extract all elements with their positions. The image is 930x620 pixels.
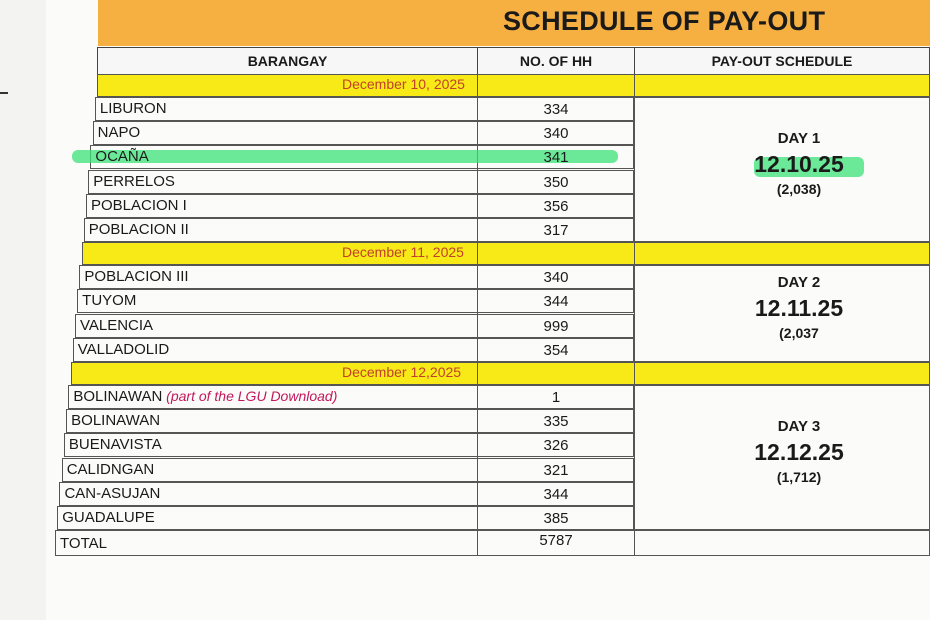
day-date — [654, 439, 930, 466]
household-count: 340 — [543, 125, 569, 143]
barangay-name — [95, 148, 148, 165]
total-label: TOTAL — [60, 535, 107, 553]
day-label: DAY 2 — [777, 273, 821, 291]
date-band — [97, 74, 930, 97]
household-count: 354 — [543, 341, 569, 359]
barangay-label: CALIDNGAN — [66, 460, 155, 478]
household-count: 1 — [551, 389, 561, 406]
day-total: (2,038) — [776, 180, 822, 197]
barangay-label: CAN-ASUJAN — [64, 484, 161, 502]
band-divider — [477, 74, 478, 97]
barangay-name — [89, 221, 189, 238]
barangay-name — [78, 341, 169, 358]
barangay-label: VALLADOLID — [77, 340, 170, 358]
day-date — [654, 151, 930, 178]
barangay-name — [80, 317, 153, 334]
household-count: 317 — [543, 222, 569, 239]
band-divider — [634, 74, 635, 97]
barangay-name — [71, 412, 160, 429]
barangay-name — [82, 292, 136, 309]
band-divider — [477, 362, 478, 385]
day-date-text: 12.10.25 — [754, 150, 844, 177]
day-label: DAY 1 — [777, 129, 821, 147]
household-count: 350 — [543, 173, 569, 191]
barangay-label: POBLACION II — [88, 221, 189, 238]
household-count: 335 — [543, 413, 569, 431]
band-divider — [634, 242, 635, 265]
day-total: (1,712) — [776, 468, 822, 485]
barangay-name — [91, 197, 187, 214]
date-band-label: December 11, 2025 — [342, 244, 464, 261]
day-date — [654, 295, 930, 322]
barangay-label: BOLINAWAN — [73, 388, 163, 405]
barangay-label: VALENCIA — [79, 316, 154, 334]
household-count: 344 — [543, 485, 569, 503]
day-schedule — [654, 274, 930, 341]
band-divider — [477, 242, 478, 265]
household-count: 334 — [543, 101, 569, 118]
header-hh: NO. OF HH — [477, 47, 635, 75]
household-count: 356 — [543, 197, 569, 215]
barangay-name — [64, 485, 160, 502]
date-band-label: December 10, 2025 — [342, 76, 465, 92]
barangay-name — [67, 461, 155, 478]
header-schedule: PAY-OUT SCHEDULE — [634, 47, 930, 75]
row-note: (part of the LGU Download) — [162, 388, 338, 404]
barangay-label: POBLACION III — [84, 268, 189, 286]
day-schedule — [654, 418, 930, 485]
barangay-name — [93, 173, 175, 190]
barangay-label: TUYOM — [82, 292, 137, 310]
barangay-label: OCAÑA — [95, 148, 149, 166]
barangay-label: LIBURON — [99, 100, 167, 117]
barangay-label: GUADALUPE — [62, 509, 155, 526]
barangay-label: BOLINAWAN — [71, 412, 161, 430]
household-count: 999 — [543, 317, 569, 335]
header-barangay: BARANGAY — [97, 47, 478, 75]
date-band-label: December 12,2025 — [342, 364, 462, 380]
barangay-name — [69, 436, 162, 453]
day-schedule — [654, 130, 930, 197]
barangay-name — [62, 509, 155, 526]
date-band — [82, 242, 930, 265]
household-count: 344 — [543, 293, 569, 311]
barangay-name — [84, 268, 188, 285]
barangay-name — [73, 388, 337, 405]
date-band — [71, 362, 930, 385]
barangay-name — [98, 124, 141, 141]
household-count: 326 — [543, 437, 569, 455]
household-count: 340 — [543, 269, 569, 287]
household-count: 321 — [543, 461, 569, 479]
household-count: 385 — [543, 510, 569, 527]
total-value: 5787 — [539, 532, 573, 550]
day-date-text: 12.11.25 — [754, 294, 844, 321]
barangay-label: PERRELOS — [93, 172, 175, 190]
day-total: (2,037 — [779, 324, 819, 341]
day-date-text: 12.12.25 — [754, 438, 844, 465]
band-divider — [634, 362, 635, 385]
document-title: SCHEDULE OF PAY-OUT — [503, 6, 826, 36]
household-count: 341 — [543, 149, 569, 167]
barangay-name — [100, 100, 167, 117]
barangay-label: BUENAVISTA — [68, 436, 162, 454]
barangay-label: NAPO — [97, 124, 141, 142]
barangay-label: POBLACION I — [90, 196, 187, 214]
day-label: DAY 3 — [777, 417, 821, 435]
edge-mark — [0, 92, 8, 94]
